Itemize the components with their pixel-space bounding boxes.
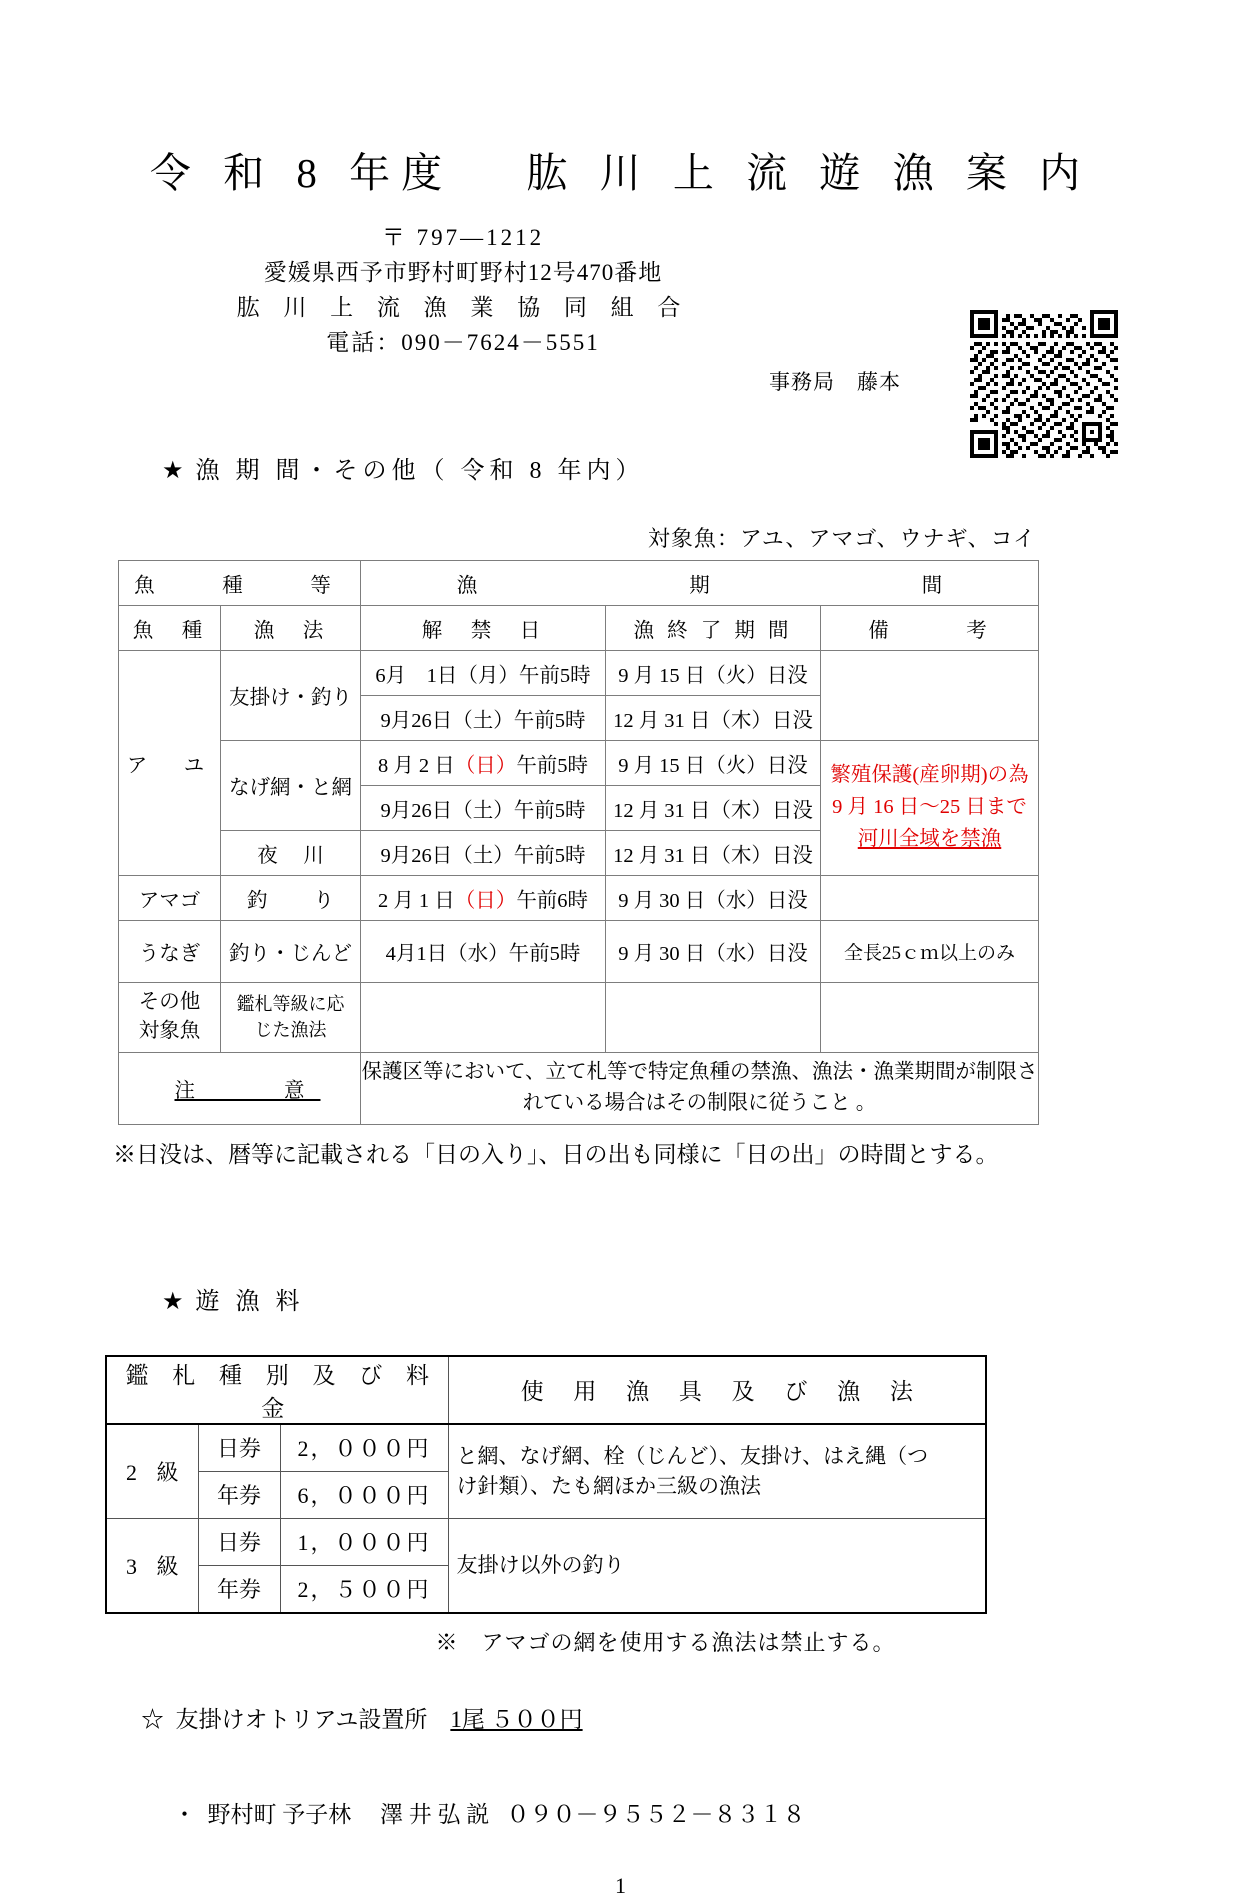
open-date-cell xyxy=(361,740,606,785)
method-nagenet: なげ網・と網 xyxy=(221,740,361,830)
otori-price: 1尾 ５００円 xyxy=(450,1706,583,1732)
open-month-day: 9月26日 xyxy=(380,844,453,867)
sunset-footnote: ※日没は、暦等に記載される「日の入り」、日の出も同様に「日の出」の時間とする。 xyxy=(113,1141,999,1167)
col-header-remarks: 備 考 xyxy=(821,605,1039,650)
ticket-type-year: 年券 xyxy=(198,1471,280,1518)
close-date-cell: 12 月 31 日（木）日没 xyxy=(606,695,821,740)
staff-contact: 事務局 藤本 xyxy=(769,369,901,394)
table-row xyxy=(119,875,1039,920)
close-date-cell: 12 月 31 日（木）日没 xyxy=(606,830,821,875)
ticket-type-day: 日券 xyxy=(198,1518,280,1565)
otori-label: 友掛けオトリアユ設置所 xyxy=(175,1706,428,1732)
fee-col-header-gear: 使 用 漁 具 及 び 漁 法 xyxy=(448,1356,986,1424)
method-line-1: 鑑札等級に応 xyxy=(236,994,345,1015)
table-row xyxy=(119,740,1039,785)
remarks-empty-cell xyxy=(821,650,1039,740)
note-text-line-2: れている場合はその制限に従うこと 。 xyxy=(522,1092,877,1115)
license-rank-3: 3 級 xyxy=(106,1518,198,1613)
open-weekday: （水） xyxy=(447,943,509,966)
gear-description-rank2 xyxy=(448,1424,986,1519)
season-heading-text: 漁 期 間・その他（ 令和 8 年内） xyxy=(195,457,645,484)
col-header-fish: 魚 種 xyxy=(119,605,221,650)
fishing-season-table xyxy=(118,560,1039,1125)
method-line-2: じた漁法 xyxy=(254,1020,327,1041)
open-month-day: 8 月 2 日 xyxy=(377,754,455,777)
open-date-cell xyxy=(361,830,606,875)
open-star-icon: ☆ xyxy=(141,1706,164,1732)
fee-heading-text: 遊 漁 料 xyxy=(195,1288,305,1315)
open-month-day: 9月26日 xyxy=(380,799,453,822)
method-yokawa: 夜 川 xyxy=(221,830,361,875)
method-tsuri-jindo: 釣り・じんど xyxy=(221,920,361,982)
amago-net-prohibition-note: ※ アマゴの網を使用する漁法は禁止する。 xyxy=(435,1629,896,1655)
close-date-cell: 9 月 30 日（水）日没 xyxy=(606,875,821,920)
ticket-price-day: 2，０００円 xyxy=(280,1424,448,1472)
star-bullet-icon: ★ xyxy=(162,1288,196,1315)
open-weekday-sunday: （日） xyxy=(454,889,517,912)
page-number: 1 xyxy=(615,1872,626,1898)
open-weekday: （土） xyxy=(452,709,514,732)
open-time: 午前5時 xyxy=(516,754,589,777)
open-date-cell xyxy=(361,785,606,830)
ticket-type-day: 日券 xyxy=(198,1424,280,1472)
col-header-close-date: 漁 終 了 期 間 xyxy=(606,605,821,650)
qr-code-icon xyxy=(970,310,1118,458)
open-month-day: 4月1日 xyxy=(385,943,448,966)
ticket-price-year: 2，５００円 xyxy=(280,1565,448,1613)
open-date-cell xyxy=(361,695,606,740)
fee-section-heading xyxy=(118,1254,1241,1343)
remark-line-2: 9 月 16 日〜25 日まで xyxy=(832,795,1027,818)
col-header-method: 漁 法 xyxy=(221,605,361,650)
open-month-day: 2 月 1 日 xyxy=(377,889,455,912)
group-header-fish: 魚 種 等 xyxy=(119,560,361,605)
organization-name: 肱 川 上 流 漁 業 協 同 組 合 xyxy=(236,294,690,320)
fish-name-other xyxy=(119,982,221,1052)
close-date-empty xyxy=(606,982,821,1052)
remarks-size-limit: 全長25ｃｍ以上のみ xyxy=(821,920,1039,982)
open-time: 午前6時 xyxy=(516,889,589,912)
target-fish-line: 対象魚：アユ、アマゴ、ウナギ、コイ xyxy=(647,525,1036,551)
contact-line xyxy=(150,1770,1241,1855)
method-tomogake: 友掛け・釣り xyxy=(221,650,361,740)
contact-area: 野村町 予子林 xyxy=(207,1801,352,1827)
other-line-1: その他 xyxy=(138,990,201,1013)
note-label: 注 意 xyxy=(119,1052,361,1124)
contact-phone: ０９０－９５５２－８３１８ xyxy=(506,1801,806,1827)
table-row xyxy=(106,1424,986,1472)
remarks-cell xyxy=(821,875,1039,920)
table-row xyxy=(119,650,1039,695)
open-time: 午前5時 xyxy=(518,664,591,687)
table-note-row xyxy=(119,1052,1039,1124)
open-date-cell xyxy=(361,920,606,982)
remark-line-3: 河川全域を禁漁 xyxy=(857,827,1002,850)
table-row xyxy=(119,920,1039,982)
fee-table xyxy=(105,1355,987,1614)
street-address: 愛媛県西予市野村町野村12号470番地 xyxy=(263,259,663,285)
remarks-empty xyxy=(821,982,1039,1052)
bullet-icon: ・ xyxy=(173,1801,196,1827)
star-bullet-icon: ★ xyxy=(162,457,196,484)
ticket-type-year: 年券 xyxy=(198,1565,280,1613)
open-month-day: 6月 1日 xyxy=(375,664,458,687)
col-header-open-date: 解 禁 日 xyxy=(361,605,606,650)
remarks-breeding-protection xyxy=(821,740,1039,875)
open-date-cell xyxy=(361,650,606,695)
telephone: 電話：090－7624－5551 xyxy=(326,329,600,355)
page-title: 令 和 8 年度 肱 川 上 流 遊 漁 案 内 xyxy=(149,150,1092,196)
gear-line-2: け針類）、たも網ほか三級の漁法 xyxy=(456,1474,761,1499)
gear-line-1: と網、なげ網、栓（じんど）、友掛け、はえ縄（つ xyxy=(456,1443,929,1468)
note-text-line-1: 保護区等において、立て札等で特定魚種の禁漁、漁法・漁業期間が制限さ xyxy=(361,1061,1038,1084)
gear-description-rank3 xyxy=(448,1518,986,1613)
table-row xyxy=(106,1518,986,1565)
open-date-empty xyxy=(361,982,606,1052)
otori-ayu-line xyxy=(118,1675,1241,1760)
open-time: 午前5時 xyxy=(513,709,586,732)
fee-col-header-license: 鑑 札 種 別 及 び 料 金 xyxy=(106,1356,448,1424)
remark-line-1: 繁殖保護(産卵期)の為 xyxy=(830,764,1029,787)
open-weekday: （土） xyxy=(452,844,514,867)
close-date-cell: 9 月 30 日（水）日没 xyxy=(606,920,821,982)
fish-name-amago: アマゴ xyxy=(119,875,221,920)
group-header-period: 漁 期 間 xyxy=(361,560,1039,605)
open-date-cell xyxy=(361,875,606,920)
license-rank-2: 2 級 xyxy=(106,1424,198,1519)
other-line-2: 対象魚 xyxy=(138,1020,201,1043)
open-time: 午前5時 xyxy=(513,844,586,867)
method-tsuri: 釣 り xyxy=(221,875,361,920)
method-by-license-rank xyxy=(221,982,361,1052)
close-date-cell: 9 月 15 日（火）日没 xyxy=(606,740,821,785)
contact-name: 澤 井 弘 説 xyxy=(380,1801,490,1827)
open-weekday-sunday: （日） xyxy=(454,754,517,777)
close-date-cell: 12 月 31 日（木）日没 xyxy=(606,785,821,830)
open-weekday: （月） xyxy=(457,664,519,687)
ticket-price-day: 1，０００円 xyxy=(280,1518,448,1565)
fish-name-ayu: ア ユ xyxy=(119,650,221,875)
open-time: 午前5時 xyxy=(513,799,586,822)
ticket-price-year: 6，０００円 xyxy=(280,1471,448,1518)
table-column-header-row xyxy=(119,605,1039,650)
table-row xyxy=(119,982,1039,1052)
open-month-day: 9月26日 xyxy=(380,709,453,732)
open-time: 午前5時 xyxy=(508,943,581,966)
note-text xyxy=(361,1052,1039,1124)
postal-code: 〒 797—1212 xyxy=(381,225,545,250)
fee-header-row xyxy=(106,1356,986,1424)
fish-name-unagi: うなぎ xyxy=(119,920,221,982)
gear-line-1: 友掛け以外の釣り xyxy=(456,1553,625,1577)
open-weekday: （土） xyxy=(452,799,514,822)
table-group-header-row xyxy=(119,560,1039,605)
close-date-cell: 9 月 15 日（火）日没 xyxy=(606,650,821,695)
